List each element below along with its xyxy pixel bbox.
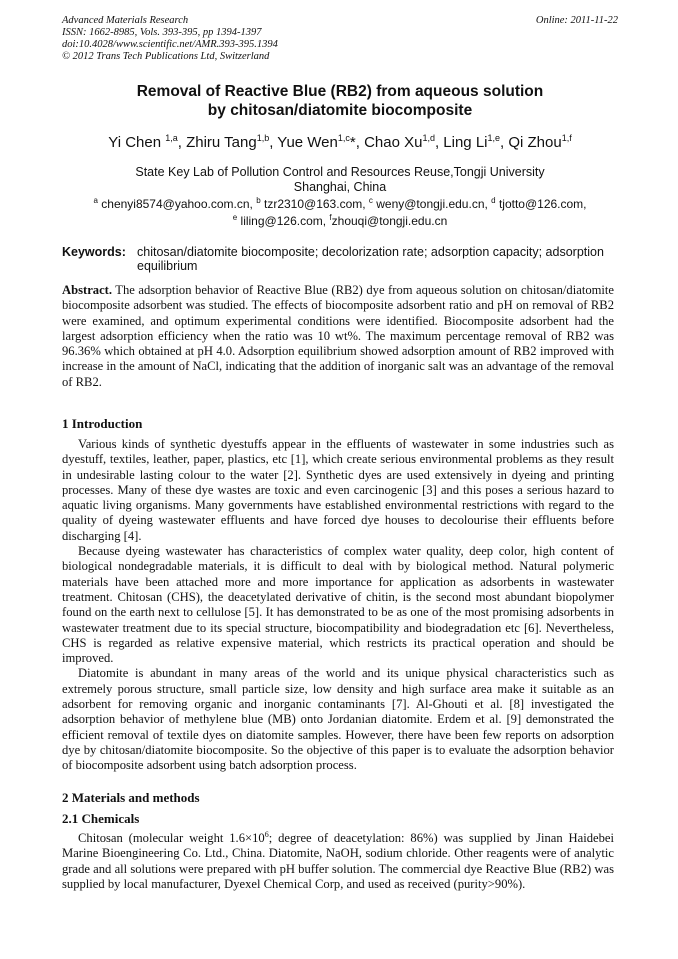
- paragraph: Various kinds of synthetic dyestuffs appear in the effluents of wastewater in some industries such as dyestuff, textiles, leather, paper, plastics, etc [1], which create serious environmental problems as they result in undesirable lasting colour to the water [2]. Synthetic dyes are used extensively in dyeing and printing processes. Many of these dye wastes are toxic and even carcinogenic [3] and this poses a serious hazard to aquatic living organisms. Many governments have established environmental restrictions with regard to the quality of dyeing wastewater effluents and have forced dye houses to decolourise their effluents before discharging [4].: [62, 437, 614, 543]
- email-mark: d: [491, 196, 496, 205]
- email-link[interactable]: zhouqi@tongji.edu.cn: [331, 214, 448, 228]
- email-mark: c: [368, 196, 373, 205]
- email-mark: e: [232, 213, 238, 222]
- introduction-section: [62, 437, 614, 774]
- copyright-line: © 2012 Trans Tech Publications Ltd, Switzerland: [62, 51, 270, 62]
- affiliation-line-1: State Key Lab of Pollution Control and Resources Reuse,Tongji University: [135, 165, 545, 179]
- author-emails: [62, 194, 618, 228]
- abstract: [62, 283, 614, 390]
- keywords-label: Keywords:: [62, 245, 126, 259]
- journal-header: [62, 15, 618, 63]
- author-name: , Zhiru Tang: [177, 134, 257, 151]
- email-link[interactable]: tjotto@126.com,: [495, 197, 587, 211]
- issn-line: ISSN: 1662-8985, Vols. 393-395, pp 1394-1397: [62, 27, 262, 38]
- author-name: , Qi Zhou: [500, 134, 562, 151]
- email-link[interactable]: chenyi8574@yahoo.com.cn,: [97, 197, 257, 211]
- text-run: ; degree of deacetylation: 86%) was supplied by Jinan Haidebei Marine Bioengineering Co. Ltd., China. Diatomite, NaOH, sodium chloride. Other reagents were of analytic grade and all solutions were prepared with pH buffer solution. The commercial dye Reactive Blue (RB2) was supplied by local manufacturer, Dyexel Chemical Corp, and used as received (purity>90%).: [62, 831, 615, 892]
- author-affil-mark: 1,c: [337, 133, 350, 143]
- journal-name: Advanced Materials Research: [62, 15, 189, 26]
- title-line-1: Removal of Reactive Blue (RB2) from aqueous solution: [136, 83, 544, 100]
- text-run: Chitosan (molecular weight 1.6×10: [78, 831, 265, 846]
- chemicals-section: [62, 827, 614, 892]
- paper-title: [62, 82, 618, 120]
- keywords-text: chitosan/diatomite biocomposite; decolorization rate; adsorption capacity; adsorption equilibrium: [137, 245, 604, 273]
- author-list: [62, 129, 618, 152]
- paragraph: Because dyeing wastewater has characteristics of complex water quality, deep color, high content of biological nondegradable materials, it is difficult to deal with by biological method. Natural polymeric materials have been attached more and more importance for application as adsorbents in wastewater treatment. Chitosan (CHS), the deacetylated derivative of chitin, is the second most abundant biopolymer found on the earth next to cellulose [5]. It has demonstrated to be as one of the most promising adsorbents in wastewater treatment due to its special structure, biocompatibility and biodegradation etc [6]. Nevertheless, CHS is regarded as relative expensive material, which restricts its practical operation and should be improved.: [62, 544, 614, 666]
- author-affil-mark: 1,f: [561, 133, 572, 143]
- email-mark: f: [329, 213, 332, 222]
- online-date: Online: 2011-11-22: [535, 15, 618, 26]
- exponent: 6: [264, 830, 269, 839]
- abstract-label: Abstract.: [62, 283, 113, 297]
- paragraph: Diatomite is abundant in many areas of the world and its unique physical characteristics such as extremely porous structure, small particle size, low density and high surface area make it suitable as an adsorbent for removing organic and inorganic contaminants [7]. Al-Ghouti et al. [8] investigated the adsorption behavior of methylene blue (MB) onto Jordanian diatomite. Erdem et al. [9] demonstrated the efficient removal of textile dyes on diatomite samples. However, there have been few reports on adsorption dye by chitosan/diatomite biocomposite. So the objective of this paper is to evaluate the adsorption behavior of biocomposite adsorbent using batch adsorption process.: [62, 666, 614, 773]
- author-name: *, Chao Xu: [349, 134, 423, 151]
- abstract-text: The adsorption behavior of Reactive Blue (RB2) dye from aqueous solution on chitosan/diatomite biocomposite adsorbent was studied. The effects of biocomposite adsorbent ratio and pH on removal of RB2 were examined, and optimum experimental conditions were identified. Biocomposite adsorbent had the largest adsorption efficiency when the ratio was 10 wt%. The maximum percentage removal of RB2 was 96.36% which obtained at pH 4.0. Adsorption equilibrium showed adsorption amount of RB2 improved with increase in the amount of NaCl, indicating that the addition of inorganic salt was an advantage of the removal of RB2.: [62, 283, 614, 389]
- email-line-1: [62, 194, 618, 211]
- section-heading-introduction: 1 Introduction: [62, 416, 143, 431]
- keywords-block: [62, 245, 618, 273]
- title-line-2: by chitosan/diatomite biocomposite: [207, 102, 473, 119]
- email-mark: a: [93, 196, 98, 205]
- email-link[interactable]: liling@126.com,: [237, 214, 330, 228]
- author-affil-mark: 1,d: [422, 133, 435, 143]
- email-mark: b: [256, 196, 261, 205]
- author-affil-mark: 1,a: [165, 133, 178, 143]
- paragraph: [62, 827, 614, 892]
- affiliation-line-2: Shanghai, China: [293, 179, 387, 194]
- author-affil-mark: 1,e: [487, 133, 501, 143]
- author-affil-mark: 1,b: [256, 133, 270, 143]
- affiliation: [62, 165, 618, 194]
- author-name: , Ling Li: [434, 134, 488, 151]
- email-line-2: [62, 211, 618, 228]
- email-link[interactable]: tzr2310@163.com,: [260, 197, 369, 211]
- subsection-heading-chemicals: 2.1 Chemicals: [62, 811, 140, 826]
- email-link[interactable]: weny@tongji.edu.cn,: [372, 197, 492, 211]
- author-name: Yi Chen: [108, 134, 166, 151]
- author-name: , Yue Wen: [269, 134, 338, 151]
- doi-line: doi:10.4028/www.scientific.net/AMR.393-395.1394: [62, 39, 278, 50]
- section-heading-materials: 2 Materials and methods: [62, 790, 200, 805]
